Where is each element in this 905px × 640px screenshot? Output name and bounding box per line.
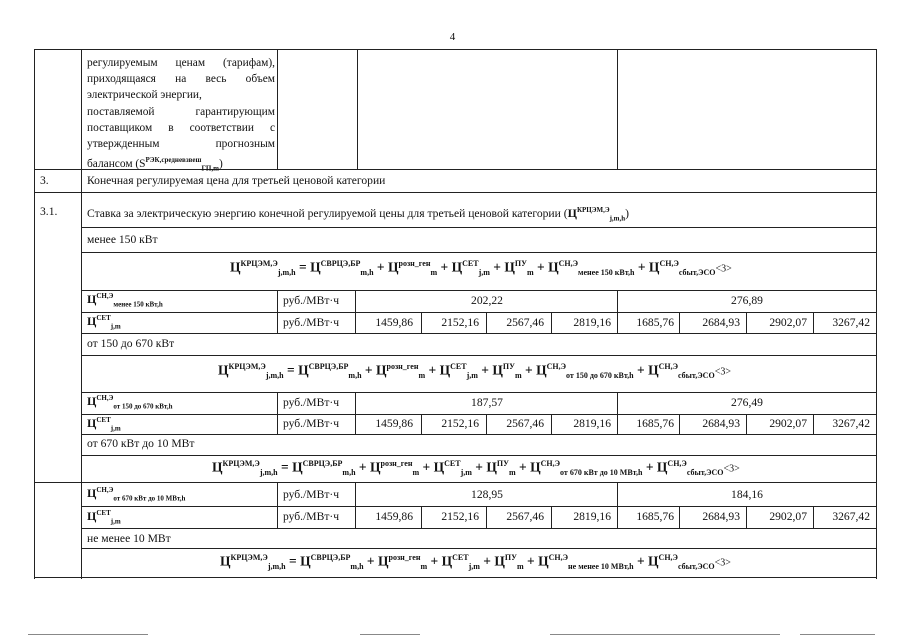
set-value: 2684,93 xyxy=(702,417,740,430)
desc-symbol-sup: РЭК,средневзвеш xyxy=(145,156,202,165)
desc-line: электрической энергии, xyxy=(87,89,202,102)
set-value: 2152,16 xyxy=(441,510,479,523)
set-value: 2819,16 xyxy=(573,316,611,329)
sym-sn-less-150: $Ц^{СН,Э}_{менее 150 кВт,h}$ xyxy=(87,292,163,309)
footer-rule xyxy=(28,634,148,635)
formula-150-670: $Ц^{КРЦЭМ,Э}_{j,m,h} = Ц^{СВРЦЭ,БР}_{m,h} + Ц^{розн\_ген}_m + Ц^{СЕТ}_{j,m} + Ц^{ПУ}_m + Ц^{СН,Э}_{от 150 до 670 кВт,h} + Ц^{СН,Э}_{сбыт,ЭСО}<3>$ xyxy=(218,362,731,381)
group-label: от 150 до 670 кВт xyxy=(87,337,175,350)
sym-sn-150-670: $Ц^{СН,Э}_{от 150 до 670 кВт,h}$ xyxy=(87,394,173,411)
set-value: 2684,93 xyxy=(702,316,740,329)
sym-set: $Ц^{СЕТ}_{j,m}$ xyxy=(87,509,121,526)
set-value: 2684,93 xyxy=(702,510,740,523)
sn-value-low: 187,57 xyxy=(471,396,503,409)
desc-line: поставщиком в соответствии с xyxy=(87,121,275,134)
set-value: 2902,07 xyxy=(769,316,807,329)
footer-rule xyxy=(360,634,420,635)
section31-symbol-sup: КРЦЭМ,Э xyxy=(576,206,610,214)
set-value: 1459,86 xyxy=(375,316,413,329)
set-value: 2819,16 xyxy=(573,417,611,430)
sym-set: $Ц^{СЕТ}_{j,m}$ xyxy=(87,314,121,331)
set-value: 1685,76 xyxy=(636,316,674,329)
group-label: не менее 10 МВт xyxy=(87,532,171,545)
section31-title xyxy=(87,204,629,225)
set-value: 3267,42 xyxy=(832,316,870,329)
unit-cell: руб./МВт·ч xyxy=(283,417,340,430)
formula-less-150: $Ц^{КРЦЭМ,Э}_{j,m,h} = Ц^{СВРЦЭ,БР}_{m,h} + Ц^{розн\_ген}_m + Ц^{СЕТ}_{j,m} + Ц^{ПУ}_m + Ц^{СН,Э}_{менее 150 кВт,h} + Ц^{СН,Э}_{сбыт,ЭСО}<3>$ xyxy=(230,259,732,278)
set-value: 2152,16 xyxy=(441,316,479,329)
footer-rule xyxy=(800,634,875,635)
desc-line: приходящаяся на весь объем xyxy=(87,73,275,86)
desc-line: утвержденным прогнозным xyxy=(87,138,275,151)
section31-title-text: Ставка за электрическую энергию конечной регулируемой цены для третьей ценовой категории ( xyxy=(87,207,568,220)
section31-symbol-letter: Ц xyxy=(567,206,577,220)
footer-rule xyxy=(550,634,780,635)
unit-cell: руб./МВт·ч xyxy=(283,316,340,329)
unit-cell: руб./МВт·ч xyxy=(283,294,340,307)
unit-cell: руб./МВт·ч xyxy=(283,488,340,501)
sym-set: $Ц^{СЕТ}_{j,m}$ xyxy=(87,416,121,433)
set-value: 2567,46 xyxy=(506,316,544,329)
set-value: 1459,86 xyxy=(375,417,413,430)
sym-sn-670-10mw: $Ц^{СН,Э}_{от 670 кВт до 10 МВт,h}$ xyxy=(87,486,186,503)
sn-value-low: 202,22 xyxy=(471,294,503,307)
section3-title: Конечная регулируемая цена для третьей ценовой категории xyxy=(87,174,386,187)
set-value: 2902,07 xyxy=(769,417,807,430)
page-number: 4 xyxy=(449,31,456,43)
desc-line: поставляемой гарантирующим xyxy=(87,105,275,118)
desc-last-text: балансом (S xyxy=(87,158,146,171)
set-value: 3267,42 xyxy=(832,417,870,430)
desc-line: регулируемым ценам (тарифам), xyxy=(87,57,275,69)
group-label: менее 150 кВт xyxy=(87,233,158,246)
set-value: 1685,76 xyxy=(636,417,674,430)
set-value: 1685,76 xyxy=(636,510,674,523)
formula-over-10mw: $Ц^{КРЦЭМ,Э}_{j,m,h} = Ц^{СВРЦЭ,БР}_{m,h} + Ц^{розн\_ген}_m + Ц^{СЕТ}_{j,m} + Ц^{ПУ}_m + Ц^{СН,Э}_{не менее 10 МВт,h} + Ц^{СН,Э}_{сбыт,ЭСО}<3>$ xyxy=(220,553,731,572)
desc-symbol-sub: ГП,m xyxy=(201,164,219,173)
set-value: 2902,07 xyxy=(769,510,807,523)
set-value: 2819,16 xyxy=(573,510,611,523)
prev-row-description xyxy=(87,55,275,177)
section31-symbol-sub: j,m,h xyxy=(609,214,626,223)
unit-cell: руб./МВт·ч xyxy=(283,510,340,523)
sn-value-high: 276,49 xyxy=(731,396,763,409)
formula-670-10mw: $Ц^{КРЦЭМ,Э}_{j,m,h} = Ц^{СВРЦЭ,БР}_{m,h} + Ц^{розн\_ген}_m + Ц^{СЕТ}_{j,m} + Ц^{ПУ}_m + Ц^{СН,Э}_{от 670 кВт до 10 МВт,h} + Ц^{СН,Э}_{сбыт,ЭСО}<3>$ xyxy=(212,459,740,478)
section31-title-close: ) xyxy=(625,207,630,220)
set-value: 1459,86 xyxy=(375,510,413,523)
group-label: от 670 кВт до 10 МВт xyxy=(87,437,195,450)
set-value: 2152,16 xyxy=(441,417,479,430)
section3-number: 3. xyxy=(40,174,49,187)
unit-cell: руб./МВт·ч xyxy=(283,396,340,409)
set-value: 3267,42 xyxy=(832,510,870,523)
desc-close: ) xyxy=(218,158,223,171)
section31-number: 3.1. xyxy=(40,205,58,218)
sn-value-high: 276,89 xyxy=(731,294,763,307)
sn-value-low: 128,95 xyxy=(471,488,503,501)
set-value: 2567,46 xyxy=(506,417,544,430)
sn-value-high: 184,16 xyxy=(731,488,763,501)
set-value: 2567,46 xyxy=(506,510,544,523)
